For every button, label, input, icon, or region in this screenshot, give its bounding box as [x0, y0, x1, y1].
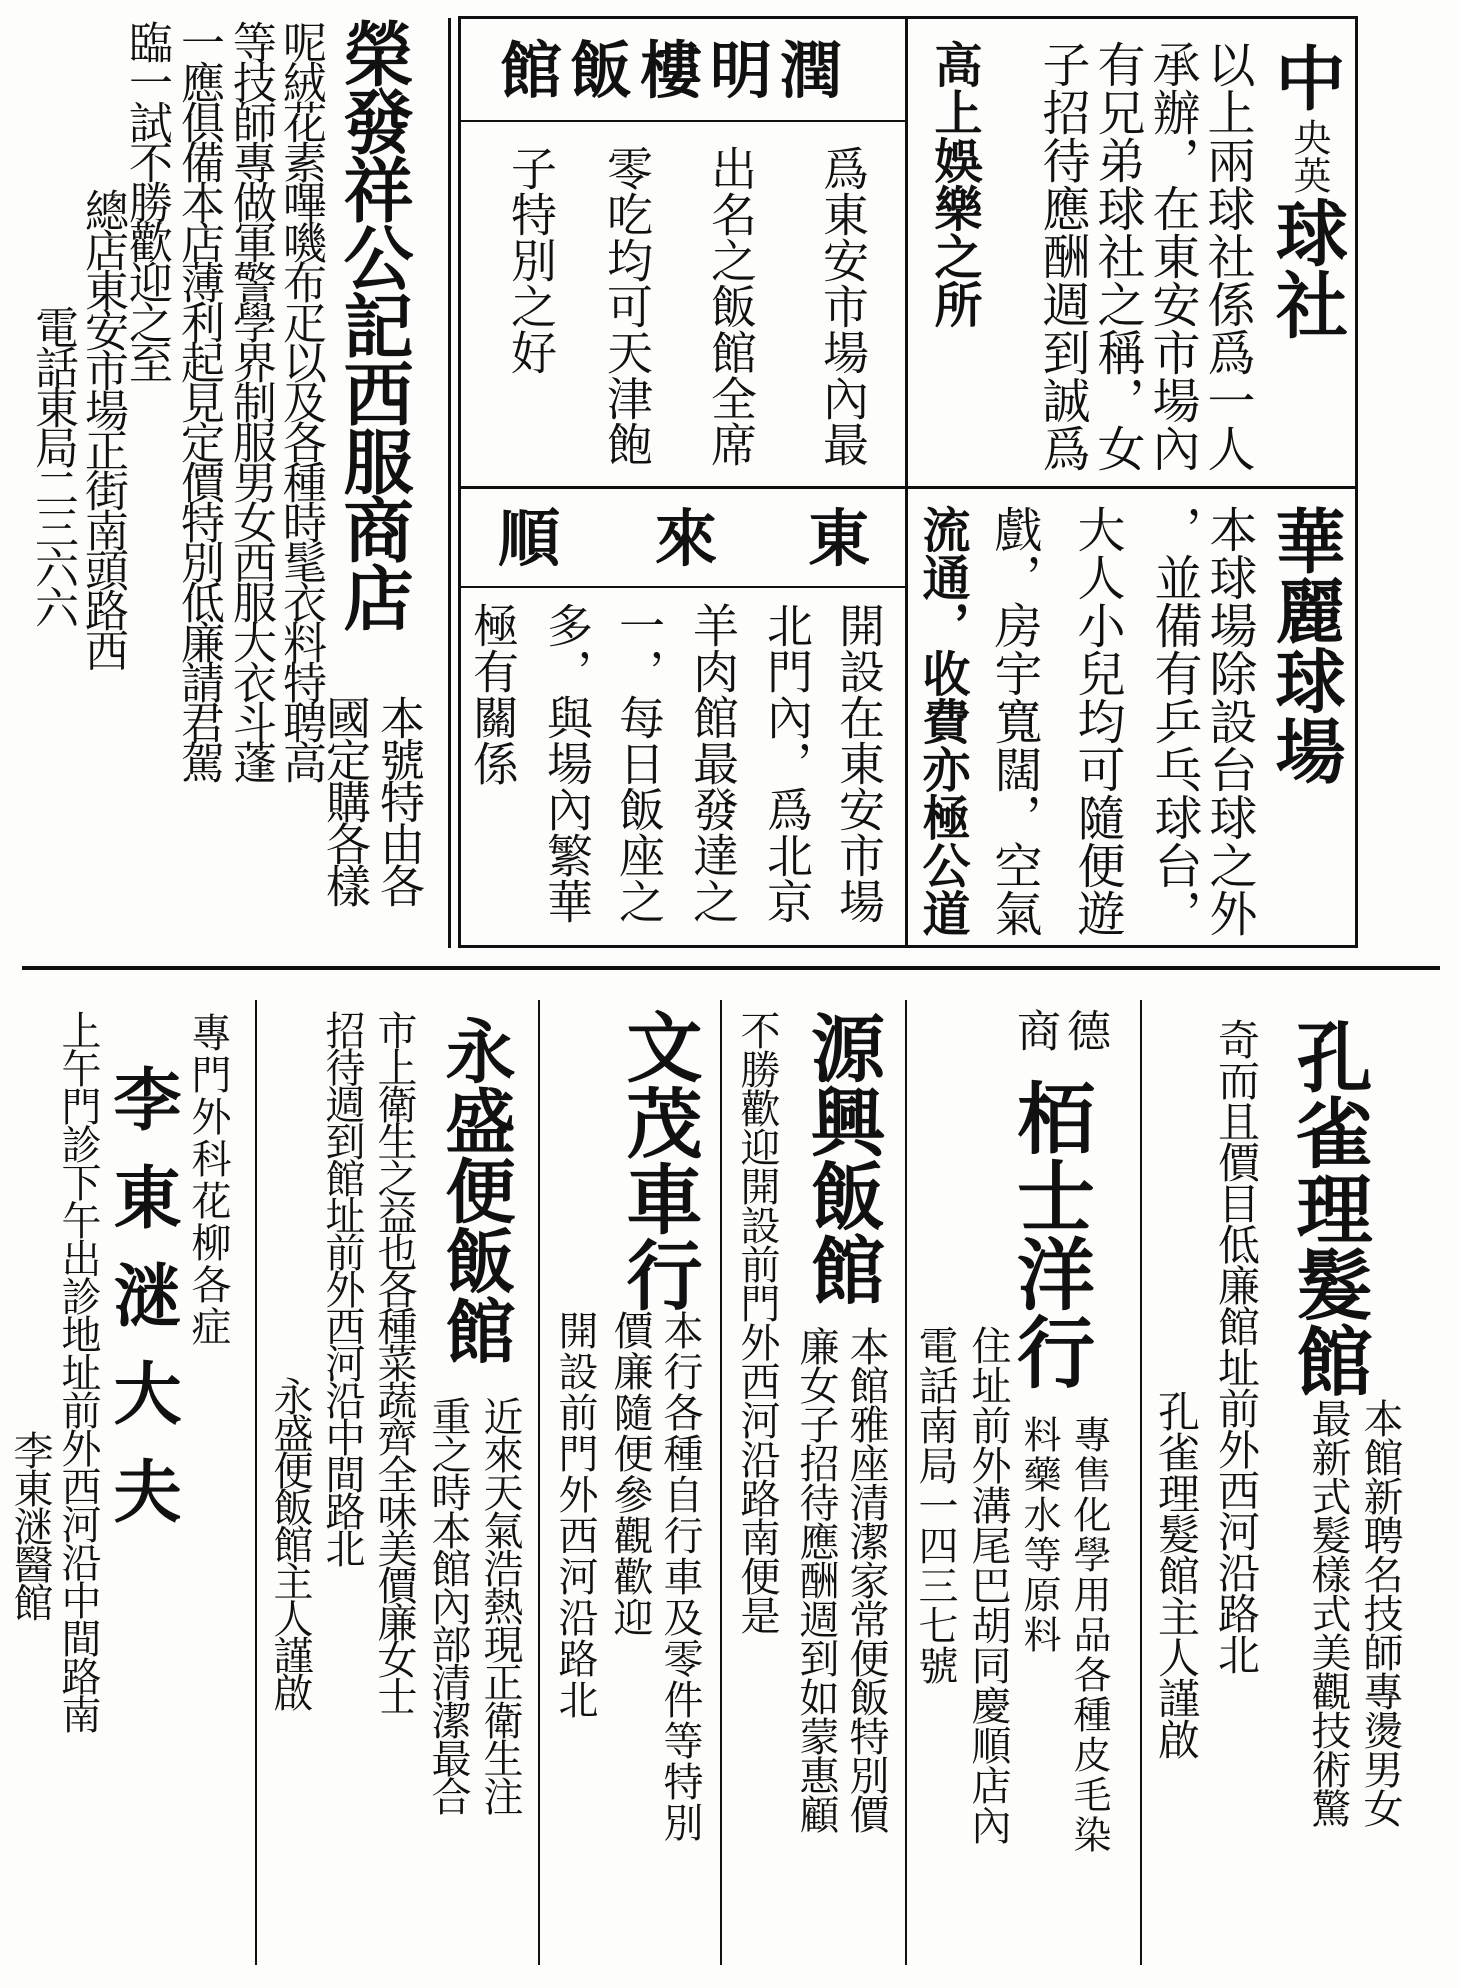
zhongyang-body-5: 高上娛樂之所: [926, 40, 982, 328]
yongsheng-body-3: 市上衛生之益也各種菜蔬齊全味美價廉女士: [371, 1010, 417, 1713]
zhongyang-body-2: 承辦，在東安市場內: [1144, 40, 1200, 472]
boshi-body-1: 專售化學用品各種皮毛染: [1067, 1415, 1111, 1855]
kongque-body-1: 本館新聘名技師專燙男女: [1357, 1398, 1403, 1827]
rongfaxiang-addr-1: 總店東安市場正街南頭路西: [77, 188, 128, 668]
rongfaxiang-body-2: 國定購各樣: [318, 695, 371, 905]
rongfaxiang-addr-2: 電話東局二三六六: [27, 305, 78, 625]
yongsheng-body-1: 近來天氣浩熱現正衛生注: [477, 1396, 523, 1814]
huali-body-3: 大人小兒均可隨便遊: [1069, 505, 1125, 937]
huali-body-2: ，並備有乒乓球台，: [1146, 505, 1202, 937]
kongque-title: 孔雀理髮館: [1284, 1018, 1373, 1398]
boshi-body-4: 電話南局一四三七號: [912, 1325, 958, 1685]
zhongyang-title-small: 央英: [1287, 118, 1331, 194]
yongsheng-body-2: 重之時本館內部清潔最合: [425, 1396, 471, 1814]
yongsheng-title: 永盛便飯館: [434, 1015, 517, 1365]
huali-body-1: 本球場除設台球之外: [1201, 505, 1257, 937]
donglaishun-title-underline: [458, 586, 908, 588]
donglaishun-body-1: 開設在東安市場: [832, 602, 886, 924]
yuanxing-title: 源興飯館: [799, 1010, 885, 1306]
bottom-rule-4: [538, 1000, 540, 1965]
wenmao-body-3: 開設前門外西河沿路北: [552, 1310, 598, 1720]
donglaishun-title-dong: 東: [808, 502, 871, 575]
rongfaxiang-body-4: 等技師專做軍警學界制服男女西服大衣斗蓬: [225, 20, 276, 780]
huali-body-5: 流通，收費亦極公道: [914, 505, 970, 937]
kongque-body-3: 奇而且價目低廉館址前外西河沿路北: [1212, 1018, 1261, 1674]
rongfaxiang-title: 榮發祥公記西服商店: [332, 18, 415, 630]
lidongpi-body-2: 李東㴹醫館: [7, 1430, 53, 1620]
bottom-rule-1: [1140, 1000, 1142, 1965]
runming-title-underline: [458, 120, 908, 122]
rongfaxiang-body-1: 本號特由各: [372, 695, 425, 905]
huali-body-4: 戲，房宇寬闊，空氣: [986, 505, 1042, 937]
donglaishun-body-3: 羊肉館最發達之: [686, 602, 740, 924]
boshi-body-3: 住址前外溝尾巴胡同慶順店內: [965, 1325, 1011, 1845]
donglaishun-body-2: 北門內，爲北京: [760, 602, 814, 924]
zhongyang-title-qiushe: 球社: [1264, 196, 1349, 340]
rongfaxiang-body-6: 臨一試不勝歡迎之至: [121, 20, 172, 380]
donglaishun-title-lai: 來: [655, 502, 718, 575]
wenmao-body-1: 本行各種自行車及零件等特別: [657, 1310, 703, 1843]
boshi-shang: 商: [1009, 1008, 1060, 1052]
bottom-rule-2: [905, 1000, 907, 1965]
rongfaxiang-body-5: 一應俱備本店薄利起見定價特別低廉請君駕: [173, 20, 224, 780]
lidongpi-body-1: 上午門診下午出診地址前外西河沿中間路南: [55, 1010, 101, 1732]
runming-title: 潤明樓飯館: [500, 34, 851, 107]
wenmao-body-2: 價廉隨便參觀歡迎: [607, 1310, 653, 1638]
huali-title: 華麗球場: [1264, 505, 1347, 785]
lidongpi-name: 李東㴹大夫: [102, 1064, 182, 1554]
zhongyang-title-zhong: 中: [1264, 42, 1347, 112]
yuanxing-body-3: 不勝歡迎開設前門外西河沿路南便是: [734, 1010, 780, 1634]
donglaishun-title-shun: 順: [498, 502, 561, 575]
runming-body-4: 子特別之好: [504, 145, 558, 375]
top-right-column-rule: [448, 18, 451, 948]
runming-body-2: 出名之飯館全席: [704, 145, 758, 467]
top-divider-rule: [22, 966, 1440, 970]
donglaishun-body-5: 多，與場內繁華: [540, 602, 594, 924]
yuanxing-body-1: 本館雅座清潔家常便飯特別價: [843, 1326, 889, 1833]
zhongyang-body-3: 有兄弟球社之稱，女: [1089, 40, 1145, 472]
bottom-rule-5: [255, 1000, 257, 1965]
center-box-horizontal-rule-right: [905, 486, 1358, 489]
yongsheng-body-4: 招待週到館址前外西河沿中間路北: [319, 1010, 365, 1565]
lidongpi-head: 專門外科花柳各症: [185, 1012, 231, 1348]
donglaishun-body-4: 一，每日飯座之: [612, 602, 666, 924]
boshi-body-2: 料藥水等原料: [1017, 1415, 1061, 1655]
wenmao-title: 文茂車行: [614, 1008, 703, 1312]
boshi-title: 栢士洋行: [1004, 1078, 1095, 1390]
yuanxing-body-2: 廉女子招待應酬週到如蒙惠顧: [793, 1326, 839, 1833]
zhongyang-body-4: 子招待應酬週到誠爲: [1034, 40, 1090, 472]
rongfaxiang-body-3: 呢絨花素嗶嘰布疋以及各種時髦衣料特聘高: [275, 20, 326, 780]
kongque-body-4: 孔雀理髮館主人謹啟: [1152, 1390, 1201, 1759]
yongsheng-body-5: 永盛便飯館主人謹啟: [267, 1376, 313, 1709]
center-box-horizontal-rule-left: [458, 486, 908, 489]
runming-body-3: 零吃均可天津飽: [600, 145, 654, 467]
runming-body-1: 爲東安市場內最: [816, 145, 870, 467]
boshi-de: 德: [1059, 1008, 1110, 1052]
kongque-body-2: 最新式髮樣式美觀技術驚: [1305, 1398, 1351, 1827]
zhongyang-body-1: 以上兩球社係爲一人: [1199, 40, 1255, 472]
bottom-rule-3: [720, 1000, 722, 1965]
center-box-vertical-rule: [905, 16, 908, 948]
donglaishun-body-6: 極有關係: [466, 602, 520, 786]
